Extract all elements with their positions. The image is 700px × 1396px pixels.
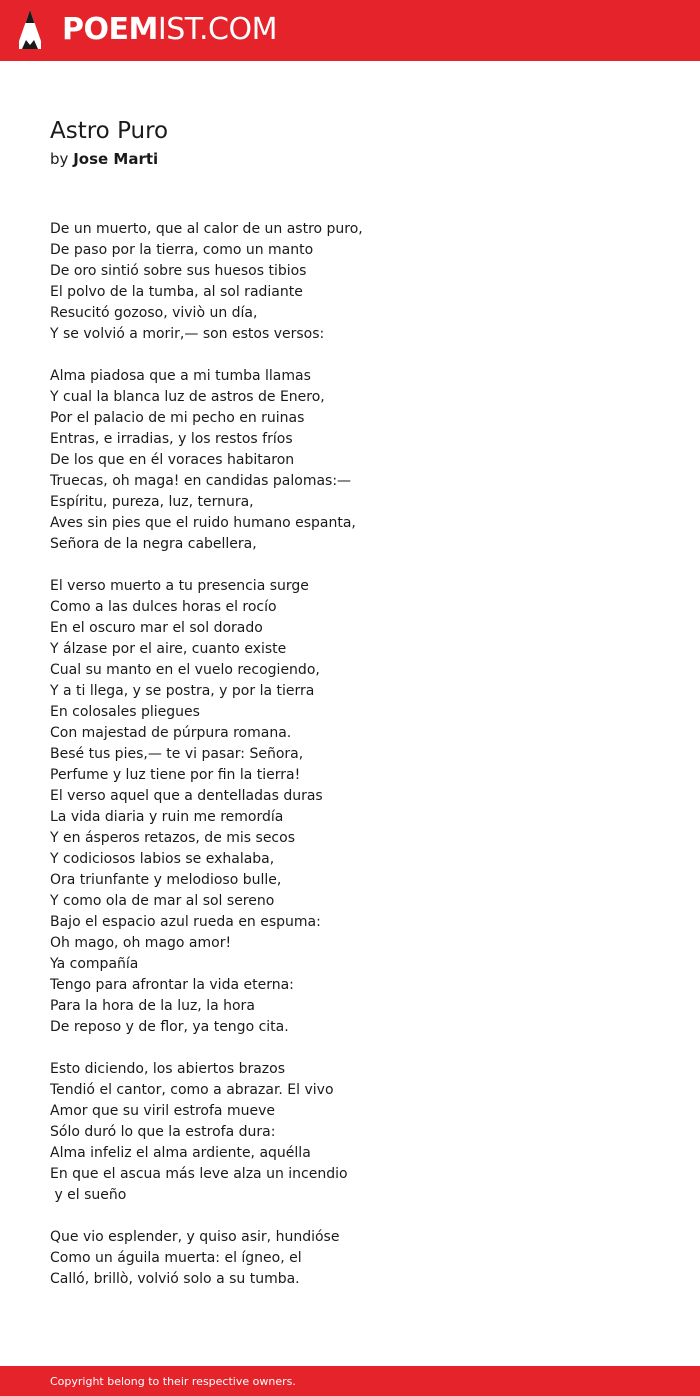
poem-line: Y codiciosos labios se exhalaba, bbox=[50, 851, 275, 867]
poem-line: Bajo el espacio azul rueda en espuma: bbox=[50, 914, 321, 930]
poem-line: De los que en él voraces habitaron bbox=[50, 452, 295, 468]
poem-author: Jose Marti bbox=[73, 150, 159, 168]
poem-line: Espíritu, pureza, luz, ternura, bbox=[50, 494, 254, 510]
stanza-break bbox=[50, 555, 650, 576]
poem-line: En colosales pliegues bbox=[50, 704, 200, 720]
poem-line: Y en ásperos retazos, de mis secos bbox=[50, 830, 295, 846]
poem-line: De oro sintió sobre sus huesos tibios bbox=[50, 263, 307, 279]
poem-line: Con majestad de púrpura romana. bbox=[50, 725, 292, 741]
poem-line: Tengo para afrontar la vida eterna: bbox=[50, 977, 294, 993]
poem-line: Resucitó gozoso, viviò un día, bbox=[50, 305, 258, 321]
poem-line: y el sueño bbox=[50, 1187, 127, 1203]
poem-line: Perfume y luz tiene por fin la tierra! bbox=[50, 767, 301, 783]
site-footer bbox=[0, 1366, 700, 1396]
poem-line: Aves sin pies que el ruido humano espanta, bbox=[50, 515, 356, 531]
poem-line: Como un águila muerta: el ígneo, el bbox=[50, 1250, 302, 1266]
poem-line: Amor que su viril estrofa mueve bbox=[50, 1103, 275, 1119]
copyright-text: Copyright belong to their respective owners. bbox=[50, 1375, 296, 1388]
poem-line: En que el ascua más leve alza un incendio bbox=[50, 1166, 348, 1182]
poem-line: Truecas, oh maga! en candidas palomas:— bbox=[50, 473, 352, 489]
poem-line: De un muerto, que al calor de un astro puro, bbox=[50, 221, 363, 237]
logo-bold-text: POEM bbox=[62, 12, 158, 47]
poem-line: Y a ti llega, y se postra, y por la tierra bbox=[50, 683, 315, 699]
site-logo[interactable] bbox=[62, 12, 277, 48]
poem-line: Sólo duró lo que la estrofa dura: bbox=[50, 1124, 276, 1140]
poem-line: El verso muerto a tu presencia surge bbox=[50, 578, 309, 594]
poem-line: Ya compañía bbox=[50, 956, 139, 972]
site-header bbox=[0, 0, 700, 61]
poem-title: Astro Puro bbox=[50, 118, 169, 144]
poem-line: Y cual la blanca luz de astros de Enero, bbox=[50, 389, 325, 405]
poem-line: Cual su manto en el vuelo recogiendo, bbox=[50, 662, 320, 678]
stanza-break bbox=[50, 1038, 650, 1059]
stanza-break bbox=[50, 1206, 650, 1227]
poem-line: Para la hora de la luz, la hora bbox=[50, 998, 255, 1014]
poem-line: El polvo de la tumba, al sol radiante bbox=[50, 284, 303, 300]
poem-line: En el oscuro mar el sol dorado bbox=[50, 620, 263, 636]
poem-line: Oh mago, oh mago amor! bbox=[50, 935, 232, 951]
poem-body bbox=[50, 219, 650, 1290]
pencil-logo-icon[interactable] bbox=[18, 9, 42, 51]
poem-line: Que vio esplender, y quiso asir, hundióse bbox=[50, 1229, 340, 1245]
poem-line: Calló, brillò, volvió solo a su tumba. bbox=[50, 1271, 300, 1287]
poem-line: Y álzase por el aire, cuanto existe bbox=[50, 641, 287, 657]
by-prefix: by bbox=[50, 150, 69, 168]
poem-line: De paso por la tierra, como un manto bbox=[50, 242, 314, 258]
poem-line: De reposo y de flor, ya tengo cita. bbox=[50, 1019, 289, 1035]
poem-line: Señora de la negra cabellera, bbox=[50, 536, 257, 552]
poem-line: La vida diaria y ruin me remordía bbox=[50, 809, 284, 825]
poem-line: Entras, e irradias, y los restos fríos bbox=[50, 431, 293, 447]
stanza-break bbox=[50, 345, 650, 366]
poem-line: Y se volvió a morir,— son estos versos: bbox=[50, 326, 325, 342]
poem-line: Y como ola de mar al sol sereno bbox=[50, 893, 275, 909]
poem-line: Besé tus pies,— te vi pasar: Señora, bbox=[50, 746, 304, 762]
poem-line: Por el palacio de mi pecho en ruinas bbox=[50, 410, 305, 426]
poem-byline bbox=[50, 149, 158, 169]
poem-line: Ora triunfante y melodioso bulle, bbox=[50, 872, 282, 888]
logo-light-text: IST.COM bbox=[157, 12, 277, 47]
poem-line: Tendió el cantor, como a abrazar. El vivo bbox=[50, 1082, 334, 1098]
poem-line: Alma infeliz el alma ardiente, aquélla bbox=[50, 1145, 311, 1161]
poem-line: Como a las dulces horas el rocío bbox=[50, 599, 277, 615]
poem-line: Alma piadosa que a mi tumba llamas bbox=[50, 368, 311, 384]
poem-line: Esto diciendo, los abiertos brazos bbox=[50, 1061, 285, 1077]
poem-line: El verso aquel que a dentelladas duras bbox=[50, 788, 323, 804]
